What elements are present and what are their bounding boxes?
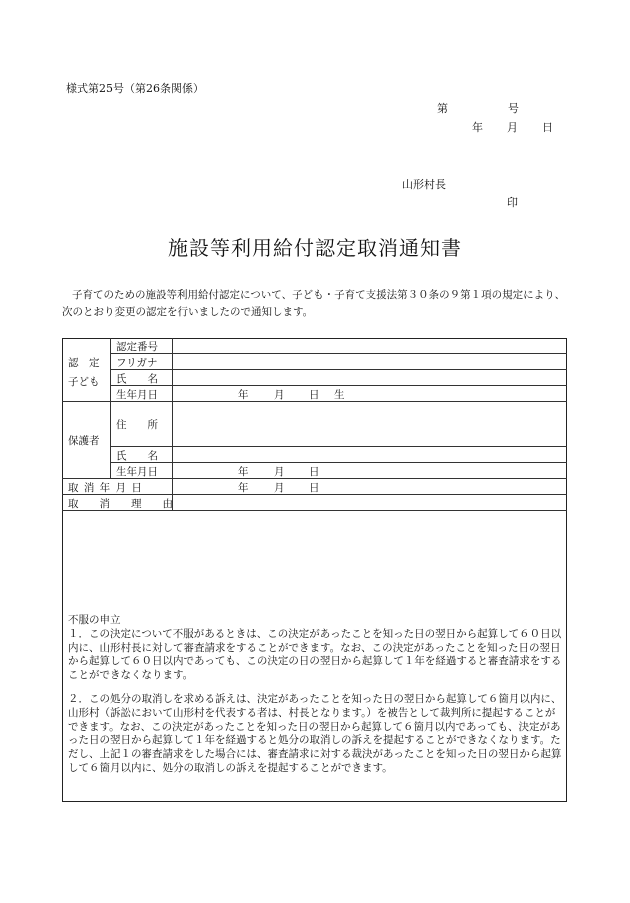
birth-suffix: 生	[334, 389, 345, 401]
objection-notes	[68, 614, 562, 776]
form-number: 様式第25号（第26条関係）	[66, 82, 204, 95]
cancel-day: 日	[309, 482, 320, 494]
objection-heading: 不服の申立	[68, 614, 121, 626]
rule	[172, 338, 173, 510]
rule	[110, 446, 567, 447]
rule	[110, 369, 567, 370]
birth-day: 日	[309, 389, 320, 401]
guardian-birth-day: 日	[309, 466, 320, 478]
child-group-label: 認 定	[68, 357, 100, 369]
date-year: 年	[472, 121, 483, 134]
guardian-address-label: 住 所	[116, 419, 158, 431]
cancel-date-label: 取 消 年 月 日	[68, 482, 143, 494]
child-birthdate-label: 生年月日	[116, 389, 158, 401]
doc-number-prefix: 第	[437, 102, 448, 115]
furigana-label: フリガナ	[116, 357, 158, 369]
child-group-label: 子ども	[68, 376, 100, 388]
guardian-birth-month: 月	[274, 466, 285, 478]
rule	[110, 338, 111, 478]
rule	[110, 385, 567, 386]
cert-number-label: 認定番号	[116, 341, 158, 353]
date-day: 日	[542, 121, 553, 134]
objection-item-2: ２．この処分の取消しを求める訴えは、決定があったことを知った日の翌日から起算して６箇月以内に、山形村（訴訟において山形村を代表する者は、村長となります。）を被告として裁判所に提起することができます。なお、この決定があったことを知った日の翌日から起算して６箇月以内であっても、決定があった日の翌日から起算して１年を経過すると処分の取消しの訴えを提起することができなくなります。ただし、上記１の審査請求をした場合には、審査請求に対する裁決があったことを知った日の翌日から起算して６箇月以内に、処分の取消しの訴えを提起することができます。	[68, 692, 562, 774]
date-month: 月	[507, 121, 518, 134]
guardian-birth-year: 年	[238, 466, 249, 478]
guardian-group-label: 保護者	[68, 435, 100, 447]
rule	[110, 353, 567, 354]
guardian-birthdate-label: 生年月日	[116, 466, 158, 478]
guardian-name-label: 氏 名	[116, 450, 158, 462]
cancel-year: 年	[238, 482, 249, 494]
birth-month: 月	[274, 389, 285, 401]
birth-year: 年	[238, 389, 249, 401]
seal-mark: 印	[507, 196, 518, 209]
issuer: 山形村長	[402, 178, 446, 191]
child-name-label: 氏 名	[116, 373, 158, 385]
cancel-month: 月	[274, 482, 285, 494]
rule	[110, 462, 567, 463]
intro-paragraph: 子育てのための施設等利用給付認定について、子ども・子育て支援法第３０条の９第１項の規定により、次のとおり変更の認定を行いましたので通知します。	[62, 289, 566, 318]
objection-item-1: １．この決定について不服があるときは、この決定があったことを知った日の翌日から起算して６０日以内に、山形村長に対して審査請求をすることができます。なお、この決定があったことを知った日の翌日から起算して６０日以内であっても、この決定の日の翌日から起算して１年を経過すると審査請求をすることができなくなります。	[68, 627, 562, 682]
document-title: 施設等利用給付認定取消通知書	[168, 236, 462, 260]
cancel-reason-label: 取 消 理 由	[68, 498, 173, 510]
doc-number-suffix: 号	[508, 102, 519, 115]
